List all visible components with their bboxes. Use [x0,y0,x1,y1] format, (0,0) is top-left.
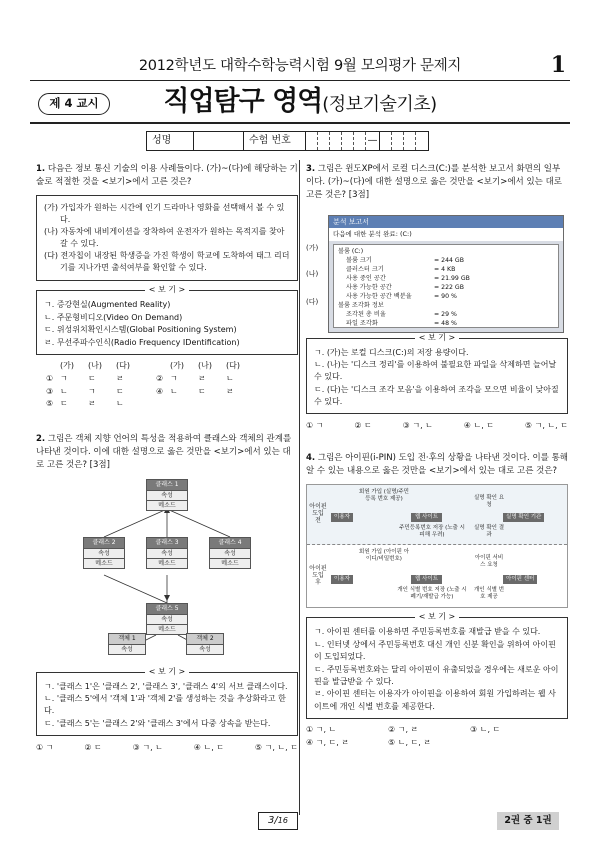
right-column [306,163,568,750]
bogi-item: ㄴ. (나)는 '디스크 정리'를 이용하여 불필요한 파일을 삭제하면 늘어날 수 있다. [314,359,557,382]
page-number: 1 [550,52,566,78]
q3-answers [306,420,568,432]
answer-choice[interactable]: ⑤ ㄴ, ㄷ, ㄹ [388,737,432,747]
number-digit[interactable] [380,132,392,150]
answer-choice[interactable]: ② ㄱ, ㄹ [388,725,419,735]
subject-sub: (정보기술기초) [322,94,437,115]
number-digit[interactable] [306,132,318,150]
q1-case: (다) 전자칩이 내장된 학생증을 가진 학생이 학교에 도착하여 태그 리더기를 지나가면 출석여부를 확인할 수 있다. [44,251,290,273]
number-dash: — [366,132,380,150]
flow-label: 개인 식별 번호 저장 (노출 시 폐기/재발급 가능) [397,587,467,601]
q4-bogi [306,612,568,719]
subject-title: 직업탐구 영역 [163,86,323,117]
page-title [0,86,600,121]
answer-choice[interactable]: ① ㄱ [36,743,54,753]
answer-choice[interactable]: ② ㄷ [84,743,102,753]
answer-choice[interactable]: ② ㄷ [354,421,372,431]
answer-choice[interactable]: ③ ㄴ, ㄷ [470,725,501,735]
flow-label: 실명 확인 요청 [473,495,505,509]
number-label: 수험 번호 [244,132,306,150]
bogi-caption: < 보 기 > [145,667,190,676]
flow-label: 회원 가입 (실명/주민등록 번호 제공) [359,489,409,503]
q1-choices: (가) (나) (다) (가) (나) (다) ① ㄱ ㄷ ㄹ ② ㄱ ㄹ ㄴ ③ ㄴ ㄱ ㄷ ④ ㄴ ㄷ ㄹ ⑤ ㄷ ㄹ ㄴ [46,360,240,409]
bogi-item: ㄱ. (가)는 로컬 디스크(C:)의 저장 용량이다. [314,347,469,357]
class-box: 클래스 1 속성 메소드 [146,479,188,511]
bogi-caption: < 보 기 > [415,333,460,342]
flow-label: 주민등록번호 저장 (노출 시 피해 우려) [399,525,465,539]
bogi-item: ㄷ. 위성위치확인시스템(Global Positioning System) [44,325,237,335]
q1-stem: 1. 다음은 정보 통신 기술의 이용 사례들이다. (가)~(다)에 해당하는 기술로 적절한 것을 <보기>에서 고른 것은? [36,164,298,188]
web-node: 웹 사이트 [411,513,442,522]
q1-case: (나) 자동차에 내비게이션을 장착하여 운전자가 원하는 목적지를 찾아갈 수 있다. [44,227,285,249]
answer-choice[interactable]: ④ ㄴ, ㄷ [193,743,225,753]
after-label: 아이핀 도입 후 [309,565,327,587]
report-window [328,215,564,333]
bogi-item: ㄱ. 증강현실(Augmented Reality) [44,300,171,310]
number-digit[interactable] [330,132,342,150]
bogi-item: ㄹ. 무선주파수인식(Radio Frequency IDentification) [44,337,240,347]
web-node: 웹 사이트 [411,575,442,584]
marker: (나) [306,269,319,278]
q1-cases [36,195,298,281]
exam-header: 2012학년도 대학수학능력시험 9월 모의평가 문제지 [138,58,462,74]
number-digit[interactable] [416,132,428,150]
report-list[interactable]: 볼륨 (C:) 볼륨 크기 = 244 GB 클러스터 크기 = 4 KB 사용 중인 공간 = 21.99 GB 사용 가능한 공간 = 222 GB 사용 가능한 공간 백분율 = 90 % 볼륨 조각화 정보 조각된 총 비율 = 29 % 파일 조각화 = 48 % [333,244,559,328]
bogi-item: ㄷ. (다)는 '디스크 조각 모음'을 이용하여 조각을 모으면 비율이 낮아질 수 있다. [314,384,559,407]
object-box: 객체 1 속성 [108,633,146,655]
flow-label: 아이핀 서비스 요청 [474,555,504,569]
bogi-item: ㄷ. 주민등록번호와는 달리 아이핀이 유출되었을 경우에는 새로운 아이핀을 발급받을 수 있다. [314,664,559,686]
answer-choice[interactable]: ③ ㄱ, ㄴ [132,743,163,753]
number-digit[interactable] [318,132,330,150]
bogi-item: ㄴ. 인터넷 상에서 주민등록번호 대신 개인 신분 확인을 위하여 아이핀이 도입되었다. [314,639,556,662]
window-subtitle: 다음에 대한 분석 완료: (C:) [329,228,563,241]
period-label: 제 4 교시 [38,93,110,115]
object-box: 객체 2 속성 [186,633,224,655]
name-field[interactable] [194,132,244,150]
class-box: 클래스 3 속성 메소드 [146,537,188,569]
bogi-item: ㄴ. '클래스 5'에서 '객체 1'과 '객체 2'를 생성하는 것을 추상화라고 한다. [44,694,286,716]
q1-bogi [36,285,298,355]
bogi-item: ㄹ. 아이핀 센터는 이용자가 아이핀을 이용하여 회원 가입하려는 웹 사이트에 개인 식별 번호를 제공한다. [314,689,556,711]
before-label: 아이핀 도입 전 [309,503,327,525]
ipin-diagram [306,484,568,608]
student-id-box [146,131,429,151]
page-indicator: 3/16 [258,812,298,830]
number-digit[interactable] [404,132,416,150]
q2-bogi [36,666,298,737]
bogi-caption: < 보 기 > [145,285,190,294]
answer-choice[interactable]: ④ ㄱ, ㄷ, ㄹ [306,737,350,747]
class-box: 클래스 4 속성 메소드 [209,537,251,569]
divider [30,122,570,124]
q3-bogi [306,332,568,415]
class-box: 클래스 2 속성 메소드 [83,537,125,569]
left-column [36,163,298,754]
name-label: 성명 [147,132,194,150]
bogi-item: ㄱ. '클래스 1'은 '클래스 2', '클래스 3', '클래스 4'의 서브 클래스이다. [44,681,288,691]
user-node: 이용자 [331,513,353,522]
q3-stem: 3. 그림은 윈도XP에서 로컬 디스크(C:)를 분석한 보고서 화면의 일부이다. (가)~(다)에 대한 설명으로 옳은 것만을 <보기>에서 있는 대로 고른 것은? [3점] [306,164,563,201]
user-node: 이용자 [331,575,353,584]
number-digit[interactable] [354,132,366,150]
divider [30,80,570,81]
q4-answers [306,724,568,750]
q4-stem: 4. 그림은 아이핀(i-PIN) 도입 전·후의 상황을 나타낸 것이다. 이를 통해 알 수 있는 내용으로 옳은 것만을 <보기>에서 있는 대로 고른 것은? [306,453,568,477]
verify-node: 실명 확인 기관 [503,513,544,522]
answer-choice[interactable]: ⑤ ㄱ, ㄴ, ㄷ [524,421,568,431]
center-node: 아이핀 센터 [503,575,537,584]
marker: (가) [306,243,319,252]
bogi-item: ㄷ. '클래스 5'는 '클래스 2'와 '클래스 3'에서 다중 상속을 받는다. [44,718,271,728]
class-diagram [36,477,298,663]
column-divider [299,160,300,815]
answer-choice[interactable]: ④ ㄴ, ㄷ [463,421,495,431]
window-title: 분석 보고서 [329,216,563,228]
answer-choice[interactable]: ① ㄱ [306,421,324,431]
flow-label: 실명 확인 결과 [473,525,505,539]
flow-label: 회원 가입 (아이핀 아이디/비밀번호) [359,549,409,563]
q2-answers [36,742,298,754]
flow-label: 개인 식별 번호 제공 [473,587,505,601]
bogi-item: ㄱ. 아이핀 센터를 이용하면 주민등록번호를 재발급 받을 수 있다. [314,627,541,637]
disk-report [306,209,568,329]
bogi-item: ㄴ. 주문형비디오(Video On Demand) [44,312,183,322]
number-digit[interactable] [342,132,354,150]
answer-choice[interactable]: ① ㄱ, ㄴ [306,725,337,735]
volume-badge: 2권 중 1권 [497,812,559,830]
class-box: 클래스 5 속성 메소드 [146,603,188,635]
marker: (다) [306,297,319,306]
q1-case: (가) 가입자가 원하는 시간에 인기 드라마나 영화를 선택해서 볼 수 있다. [44,203,285,225]
bogi-caption: < 보 기 > [415,612,460,621]
answer-choice[interactable]: ③ ㄱ, ㄴ [402,421,433,431]
q2-stem: 2. 그림은 객체 지향 언어의 특성을 적용하여 클래스와 객체의 관계를 나타낸 것이다. 이에 대한 설명으로 옳은 것만을 <보기>에서 있는 대로 고른 것은? [3점] [36,434,292,471]
number-digit[interactable] [392,132,404,150]
answer-choice[interactable]: ⑤ ㄱ, ㄴ, ㄷ [254,743,298,753]
